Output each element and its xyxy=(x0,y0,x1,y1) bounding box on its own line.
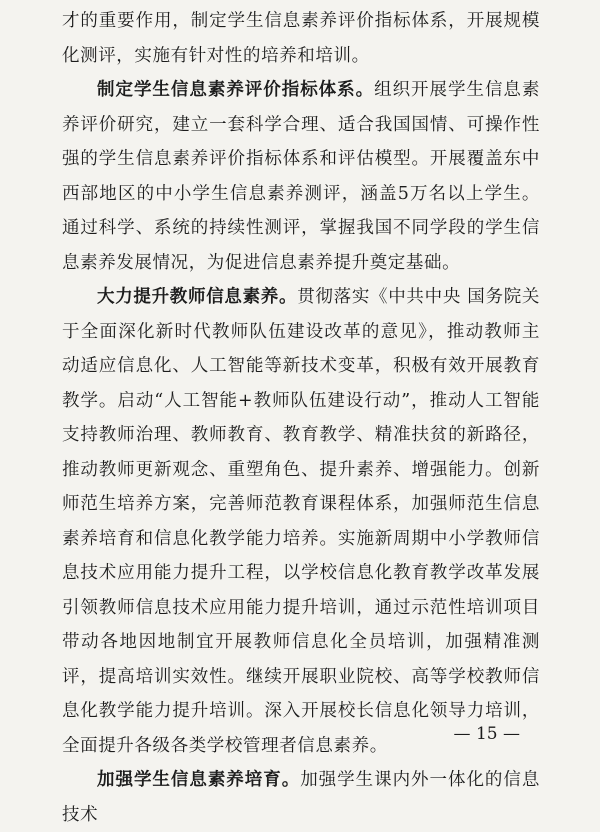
page-number: — 15 — xyxy=(453,724,520,744)
paragraph-student-evaluation xyxy=(62,73,540,280)
paragraph-heading: 大力提升教师信息素养。 xyxy=(97,287,298,307)
paragraph-teacher-literacy xyxy=(62,280,540,763)
paragraph-text: 贯彻落实《中共中央 国务院关于全面深化新时代教师队伍建设改革的意见》，推动教师主动适应信息化、人工智能等新技术变革，积极有效开展教育教学。启动“人工智能+教师队伍建设行动”，推动人工智能支持教师治理、教师教育、教育教学、精准扶贫的新路径，推动教师更新观念、重塑角色、提升素养、增强能力。创新师范生培养方案，完善师范教育课程体系，加强师范生信息素养培育和信息化教学能力培养。实施新周期中小学教师信息技术应用能力提升工程，以学校信息化教育教学改革发展引领教师信息技术应用能力提升培训，通过示范性培训项目带动各地因地制宜开展教师信息化全员培训，加强精准测评，提高培训实效性。继续开展职业院校、高等学校教师信息化教学能力提升培训。深入开展校长信息化领导力培训，全面提升各级各类学校管理者信息素养。 xyxy=(62,287,540,756)
paragraph-text: 才的重要作用，制定学生信息素养评价指标体系，开展规模化测评，实施有针对性的培养和培训。 xyxy=(62,11,540,66)
paragraph-heading: 加强学生信息素养培育。 xyxy=(97,770,301,790)
paragraph-heading: 制定学生信息素养评价指标体系。 xyxy=(97,80,375,100)
paragraph-student-cultivation xyxy=(62,763,540,832)
paragraph-text: 加强学生课内外一体化的信息技术 xyxy=(62,770,540,825)
paragraph-text: 组织开展学生信息素养评价研究，建立一套科学合理、适合我国国情、可操作性强的学生信息素养评价指标体系和评估模型。开展覆盖东中西部地区的中小学生信息素养测评，涵盖5万名以上学生。通过科学、系统的持续性测评，掌握我国不同学段的学生信息素养发展情况，为促进信息素养提升奠定基础。 xyxy=(62,80,540,273)
paragraph-continuation xyxy=(62,4,540,73)
